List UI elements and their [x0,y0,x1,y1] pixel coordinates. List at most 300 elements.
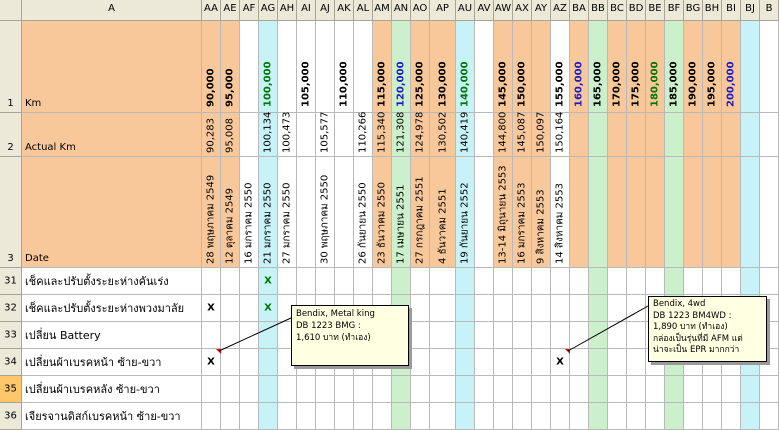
grid-cell[interactable] [411,113,430,157]
grid-cell[interactable] [259,268,278,295]
grid-cell[interactable] [373,268,392,295]
column-header[interactable] [475,0,494,21]
grid-cell[interactable] [627,268,646,295]
grid-cell[interactable] [392,403,411,430]
service-date: 21 มกราคม 2550 [262,182,274,264]
grid-cell[interactable] [760,268,779,295]
grid-cell[interactable] [532,113,551,157]
grid-cell[interactable] [494,403,513,430]
grid-cell[interactable] [760,403,779,430]
grid-cell[interactable] [494,21,513,113]
grid-cell[interactable] [627,295,646,322]
grid-cell[interactable] [297,113,316,157]
grid-cell[interactable] [551,376,570,403]
grid-cell[interactable] [259,21,278,113]
grid-cell[interactable] [741,403,760,430]
row-label-cell[interactable] [22,349,202,376]
grid-cell[interactable] [646,113,665,157]
grid-cell[interactable] [456,403,475,430]
grid-cell[interactable] [570,349,589,376]
row-header[interactable] [0,295,22,322]
grid-cell[interactable] [703,403,722,430]
column-header[interactable] [392,0,411,21]
grid-cell[interactable] [684,21,703,113]
grid-cell[interactable] [608,21,627,113]
row-header[interactable] [0,349,22,376]
grid-cell[interactable] [646,268,665,295]
grid-cell[interactable] [221,322,240,349]
grid-cell[interactable] [297,21,316,113]
grid-cell[interactable] [202,403,221,430]
column-header[interactable] [646,0,665,21]
grid-cell[interactable] [608,376,627,403]
grid-cell[interactable] [456,376,475,403]
grid-cell[interactable] [570,21,589,113]
row-label-cell[interactable] [22,113,202,157]
column-header[interactable] [513,0,532,21]
grid-cell[interactable] [475,322,494,349]
grid-cell[interactable] [373,113,392,157]
grid-cell[interactable] [456,21,475,113]
grid-cell[interactable] [240,157,259,268]
grid-cell[interactable] [494,113,513,157]
column-header[interactable] [760,0,779,21]
grid-cell[interactable] [589,157,608,268]
column-header[interactable] [722,0,741,21]
actual-km-value: 150,164 [554,111,566,153]
grid-cell[interactable] [240,295,259,322]
grid-cell[interactable] [570,403,589,430]
grid-cell[interactable] [456,349,475,376]
grid-cell[interactable] [316,113,335,157]
grid-cell[interactable] [532,403,551,430]
grid-cell[interactable] [221,21,240,113]
grid-cell[interactable] [430,349,456,376]
grid-cell[interactable] [532,376,551,403]
column-header[interactable] [335,0,354,21]
grid-cell[interactable] [475,403,494,430]
comment-indicator-icon[interactable] [216,349,221,354]
grid-cell[interactable] [259,113,278,157]
grid-cell[interactable] [475,268,494,295]
column-header[interactable] [373,0,392,21]
grid-cell[interactable] [475,376,494,403]
grid-cell[interactable] [589,349,608,376]
grid-cell[interactable] [741,21,760,113]
grid-cell[interactable] [551,21,570,113]
grid-cell[interactable] [513,157,532,268]
grid-cell[interactable] [475,295,494,322]
grid-cell[interactable] [240,268,259,295]
column-header[interactable] [430,0,456,21]
comment-line: DB 1223 BM4WD : [653,310,732,321]
column-header[interactable] [570,0,589,21]
grid-cell[interactable] [684,376,703,403]
grid-cell[interactable] [392,376,411,403]
grid-cell[interactable] [373,157,392,268]
grid-cell[interactable] [475,349,494,376]
grid-cell[interactable] [278,157,297,268]
grid-cell[interactable] [475,157,494,268]
grid-cell[interactable] [259,322,278,349]
grid-cell[interactable] [494,376,513,403]
grid-cell[interactable] [722,268,741,295]
grid-cell[interactable] [589,403,608,430]
row-header[interactable] [0,21,22,113]
grid-cell[interactable] [202,157,221,268]
column-header[interactable] [627,0,646,21]
grid-cell[interactable] [297,376,316,403]
grid-cell[interactable] [703,157,722,268]
grid-cell[interactable] [278,113,297,157]
cell-comment-box[interactable] [291,305,409,366]
column-header-label: AV [477,3,491,14]
grid-cell[interactable] [411,157,430,268]
grid-cell[interactable] [221,157,240,268]
grid-cell[interactable] [608,113,627,157]
column-header[interactable] [608,0,627,21]
column-header[interactable] [259,0,278,21]
grid-cell[interactable] [202,295,221,322]
grid-cell[interactable] [354,376,373,403]
column-header[interactable] [589,0,608,21]
grid-cell[interactable] [221,349,240,376]
grid-cell[interactable] [354,157,373,268]
grid-cell[interactable] [411,322,430,349]
grid-cell[interactable] [278,21,297,113]
grid-cell[interactable] [392,21,411,113]
row-header[interactable] [0,403,22,430]
grid-cell[interactable] [354,268,373,295]
column-header-label: AA [204,3,218,14]
grid-cell[interactable] [760,376,779,403]
grid-cell[interactable] [589,268,608,295]
grid-cell[interactable] [430,21,456,113]
grid-cell[interactable] [240,21,259,113]
grid-cell[interactable] [456,322,475,349]
grid-cell[interactable] [373,376,392,403]
grid-cell[interactable] [608,157,627,268]
grid-cell[interactable] [411,268,430,295]
row-label-cell[interactable] [22,295,202,322]
column-header[interactable] [297,0,316,21]
row-label-cell[interactable] [22,21,202,113]
grid-cell[interactable] [335,403,354,430]
grid-cell[interactable] [646,21,665,113]
grid-cell[interactable] [684,157,703,268]
select-all-corner[interactable] [0,0,22,21]
grid-cell[interactable] [316,403,335,430]
grid-cell[interactable] [354,403,373,430]
grid-cell[interactable] [411,21,430,113]
grid-cell[interactable] [589,295,608,322]
actual-km-value: 130,502 [437,111,448,153]
column-header-a[interactable] [22,0,202,21]
grid-cell[interactable] [240,322,259,349]
grid-cell[interactable] [589,113,608,157]
grid-cell[interactable] [240,376,259,403]
grid-cell[interactable] [316,268,335,295]
grid-cell[interactable] [297,268,316,295]
grid-cell[interactable] [627,322,646,349]
grid-cell[interactable] [608,349,627,376]
row-header[interactable] [0,322,22,349]
row-label-cell[interactable] [22,268,202,295]
target-km-value: 165,000 [592,61,604,107]
grid-cell[interactable] [494,268,513,295]
grid-cell[interactable] [627,113,646,157]
grid-cell[interactable] [627,376,646,403]
row-header[interactable] [0,157,22,268]
grid-cell[interactable] [703,21,722,113]
grid-cell[interactable] [411,349,430,376]
grid-cell[interactable] [684,268,703,295]
grid-cell[interactable] [513,21,532,113]
service-date: 9 สิงหาคม 2553 [535,189,547,264]
grid-cell[interactable] [513,322,532,349]
grid-cell[interactable] [221,268,240,295]
grid-cell[interactable] [703,113,722,157]
grid-cell[interactable] [335,21,354,113]
column-header[interactable] [665,0,684,21]
column-header[interactable] [240,0,259,21]
grid-cell[interactable] [627,157,646,268]
grid-cell[interactable] [278,376,297,403]
grid-cell[interactable] [430,403,456,430]
grid-cell[interactable] [589,376,608,403]
grid-cell[interactable] [240,403,259,430]
task-done-mark: X [556,356,564,368]
column-header[interactable] [684,0,703,21]
grid-cell[interactable] [335,376,354,403]
grid-cell[interactable] [513,268,532,295]
column-header[interactable] [202,0,221,21]
grid-cell[interactable] [335,268,354,295]
grid-cell[interactable] [259,376,278,403]
grid-cell[interactable] [570,322,589,349]
row-header[interactable] [0,268,22,295]
grid-cell[interactable] [373,403,392,430]
grid-cell[interactable] [513,376,532,403]
grid-cell[interactable] [335,157,354,268]
comment-indicator-icon[interactable] [565,349,570,354]
row-label: เช็คและปรับตั้งระยะห่างพวงมาลัย [25,302,185,315]
grid-cell[interactable] [354,113,373,157]
grid-cell[interactable] [532,295,551,322]
grid-cell[interactable] [703,268,722,295]
grid-cell[interactable] [741,376,760,403]
column-header[interactable] [278,0,297,21]
grid-cell[interactable] [570,113,589,157]
grid-cell[interactable] [430,157,456,268]
grid-cell[interactable] [551,113,570,157]
grid-cell[interactable] [570,268,589,295]
grid-cell[interactable] [684,403,703,430]
grid-cell[interactable] [665,157,684,268]
column-header-label: AP [436,3,449,14]
grid-cell[interactable] [259,157,278,268]
grid-cell[interactable] [475,113,494,157]
target-km-value: 155,000 [554,61,566,107]
grid-cell[interactable] [494,322,513,349]
service-date: 17 เมษายน 2551 [395,184,407,264]
grid-cell[interactable] [684,113,703,157]
grid-cell[interactable] [335,113,354,157]
grid-cell[interactable] [392,113,411,157]
grid-cell[interactable] [551,157,570,268]
grid-cell[interactable] [411,403,430,430]
grid-cell[interactable] [202,113,221,157]
grid-cell[interactable] [278,403,297,430]
grid-cell[interactable] [665,268,684,295]
column-header[interactable] [551,0,570,21]
row-label: เปลี่ยน Battery [25,329,101,342]
grid-cell[interactable] [494,157,513,268]
grid-cell[interactable] [240,113,259,157]
grid-cell[interactable] [373,21,392,113]
grid-cell[interactable] [551,295,570,322]
grid-cell[interactable] [456,113,475,157]
grid-cell[interactable] [202,376,221,403]
grid-cell[interactable] [760,113,779,157]
grid-cell[interactable] [589,21,608,113]
grid-cell[interactable] [608,268,627,295]
grid-cell[interactable] [278,268,297,295]
grid-cell[interactable] [221,403,240,430]
column-header[interactable] [494,0,513,21]
grid-cell[interactable] [665,376,684,403]
row-label: เจียรจานดิสก์เบรคหน้า ซ้าย-ขวา [25,410,181,423]
grid-cell[interactable] [703,376,722,403]
grid-cell[interactable] [570,376,589,403]
grid-cell[interactable] [760,21,779,113]
grid-cell[interactable] [665,403,684,430]
grid-cell[interactable] [513,295,532,322]
grid-cell[interactable] [430,268,456,295]
grid-cell[interactable] [259,295,278,322]
grid-cell[interactable] [532,21,551,113]
grid-cell[interactable] [354,21,373,113]
grid-cell[interactable] [627,349,646,376]
grid-cell[interactable] [532,157,551,268]
grid-cell[interactable] [627,21,646,113]
grid-cell[interactable] [760,157,779,268]
grid-cell[interactable] [430,295,456,322]
column-header[interactable] [354,0,373,21]
grid-cell[interactable] [646,403,665,430]
cell-comment-box[interactable] [648,296,767,362]
grid-cell[interactable] [411,295,430,322]
row-label-cell[interactable] [22,322,202,349]
grid-cell[interactable] [722,157,741,268]
column-header[interactable] [703,0,722,21]
grid-cell[interactable] [570,295,589,322]
column-header[interactable] [456,0,475,21]
grid-cell[interactable] [430,322,456,349]
grid-cell[interactable] [570,157,589,268]
grid-cell[interactable] [392,157,411,268]
grid-cell[interactable] [741,268,760,295]
grid-cell[interactable] [392,268,411,295]
grid-cell[interactable] [741,113,760,157]
grid-cell[interactable] [665,113,684,157]
grid-cell[interactable] [202,21,221,113]
row-label-cell[interactable] [22,376,202,403]
row-label-cell[interactable] [22,157,202,268]
grid-cell[interactable] [551,322,570,349]
grid-cell[interactable] [608,295,627,322]
grid-cell[interactable] [297,157,316,268]
column-header-label: AH [279,3,295,14]
grid-cell[interactable] [589,322,608,349]
grid-cell[interactable] [259,403,278,430]
grid-cell[interactable] [646,157,665,268]
grid-cell[interactable] [297,403,316,430]
column-header[interactable] [741,0,760,21]
grid-cell[interactable] [513,349,532,376]
grid-cell[interactable] [475,21,494,113]
grid-cell[interactable] [513,403,532,430]
grid-cell[interactable] [411,376,430,403]
grid-cell[interactable] [202,322,221,349]
grid-cell[interactable] [722,21,741,113]
grid-cell[interactable] [722,113,741,157]
grid-cell[interactable] [494,295,513,322]
actual-km-value: 115,340 [376,111,388,153]
row-label-cell[interactable] [22,403,202,430]
grid-cell[interactable] [240,349,259,376]
column-header[interactable] [411,0,430,21]
grid-cell[interactable] [722,376,741,403]
grid-cell[interactable] [551,403,570,430]
grid-cell[interactable] [722,403,741,430]
grid-cell[interactable] [532,349,551,376]
grid-cell[interactable] [316,376,335,403]
row-label: เปลี่ยนผ้าเบรคหน้า ซ้าย-ขวา [25,356,162,369]
grid-cell[interactable] [202,268,221,295]
grid-cell[interactable] [532,322,551,349]
grid-cell[interactable] [430,113,456,157]
grid-cell[interactable] [627,403,646,430]
grid-cell[interactable] [316,157,335,268]
grid-cell[interactable] [456,295,475,322]
column-header[interactable] [221,0,240,21]
grid-cell[interactable] [259,349,278,376]
grid-cell[interactable] [608,403,627,430]
column-header[interactable] [532,0,551,21]
grid-cell[interactable] [456,157,475,268]
grid-cell[interactable] [551,268,570,295]
grid-cell[interactable] [646,376,665,403]
grid-cell[interactable] [665,21,684,113]
grid-cell[interactable] [532,268,551,295]
service-date: 23 ธันวาคม 2550 [376,182,388,264]
grid-cell[interactable] [221,295,240,322]
grid-cell[interactable] [221,376,240,403]
grid-cell[interactable] [513,113,532,157]
row-header[interactable] [0,113,22,157]
row-header[interactable] [0,376,22,403]
grid-cell[interactable] [316,21,335,113]
grid-cell[interactable] [430,376,456,403]
grid-cell[interactable] [221,113,240,157]
column-header[interactable] [316,0,335,21]
grid-cell[interactable] [608,322,627,349]
actual-km-value: 100,473 [281,111,293,153]
grid-cell[interactable] [494,349,513,376]
grid-cell[interactable] [456,268,475,295]
grid-cell[interactable] [741,157,760,268]
